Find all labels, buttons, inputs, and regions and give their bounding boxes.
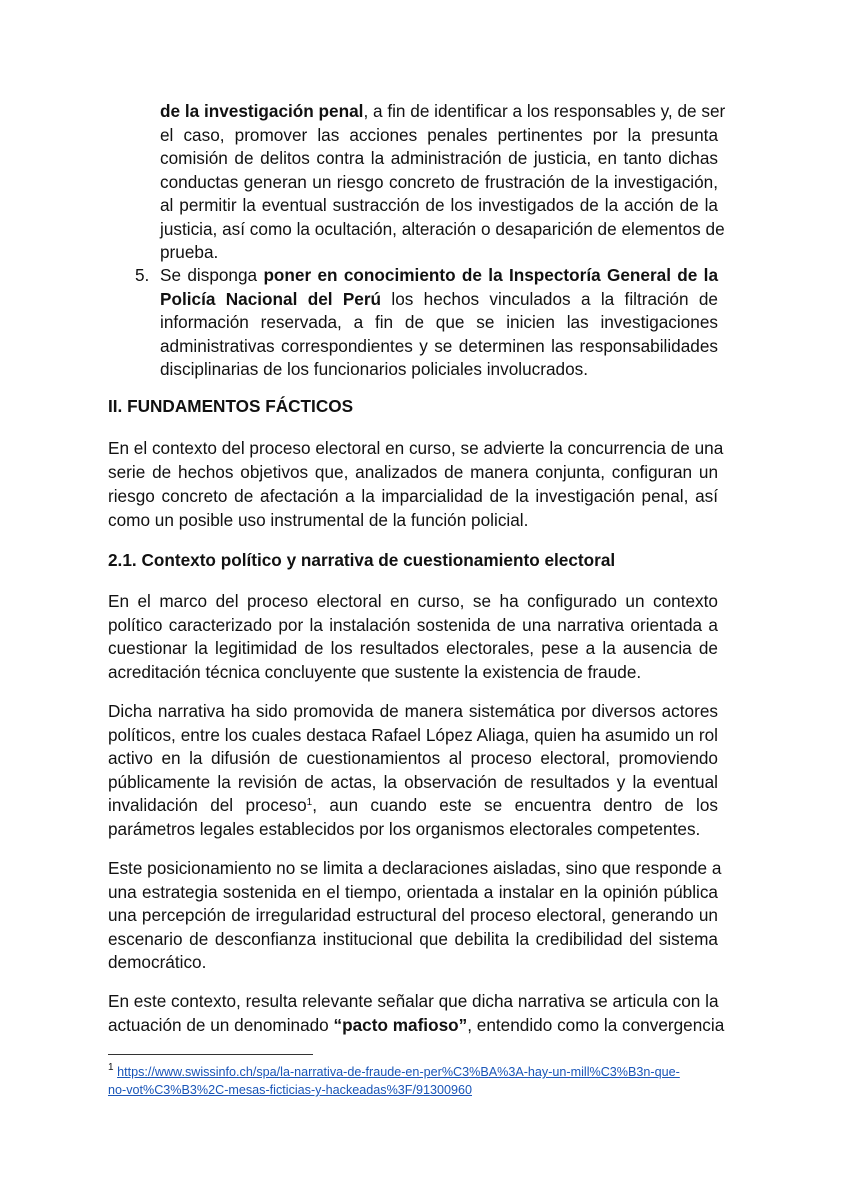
section21-p2-line-5-b: , aun cuando este se encuentra dentro de los [312,795,718,815]
footnote-ref: 1 [306,797,313,808]
section2-p1-line-4: como un posible uso instrumental de la función policial. [108,510,529,530]
section21-p2-line-4: públicamente la revisión de actas, la observación de resultados y la eventual [108,771,718,792]
item5-bold-phrase-1: poner en conocimiento de la Inspectoría General de la [263,265,719,285]
section21-p2-line-6: parámetros legales establecidos por los organismos electorales competentes. [108,818,701,839]
item5-line-4: administrativas correspondientes y se determinen las responsabilidades [160,335,718,356]
section21-p2-line-3: activo en la difusión de cuestionamientos al proceso electoral, promoviendo [108,748,718,768]
section21-p2-line-2: políticos, entre los cuales destaca Rafael López Aliaga, quien ha asumido un rol [108,724,718,745]
item4-line-3: comisión de delitos contra la administración de justicia, en tanto dichas [160,148,718,168]
item4-bold-phrase: de la investigación penal [160,101,364,121]
section21-p3-line-3: una percepción de irregularidad estructural del proceso electoral, generando un [108,905,718,925]
item5-line-1-pre: Se disponga [160,265,264,285]
item4-line-5: al permitir la eventual sustracción de los investigados de la acción de la [160,195,718,215]
section2-p1-line-3: riesgo concreto de afectación a la imparcialidad de la investigación penal, así [108,486,718,506]
item5-line-2 [160,288,718,311]
section21-p4-line-1: En este contexto, resulta relevante señalar que dicha narrativa se articula con la [108,991,719,1011]
item5-line-5: disciplinarias de los funcionarios policiales involucrados. [160,359,589,379]
item4-line-6: justicia, así como la ocultación, alteración o desaparición de elementos de [160,218,725,239]
section21-p4-line-2 [108,1014,725,1037]
footnote-line-2 [108,1082,728,1099]
section-heading-2-1: 2.1. Contexto político y narrativa de cuestionamiento electoral [108,550,616,570]
section21-p4-line-2-b: , entendido como la convergencia [467,1014,725,1035]
section21-p2-line-5-a: invalidación del proceso [108,795,307,815]
item5-line-2-rest: los hechos vinculados a la filtración de [381,288,718,309]
item4-line-1-rest: , a fin de identificar a los responsables y, de ser [363,101,726,121]
item5-bold-phrase-2: Policía Nacional del Perú [160,288,382,309]
item4-line-7: prueba. [160,242,219,262]
item5-number: 5. [135,265,150,285]
section21-p3-line-1: Este posicionamiento no se limita a declaraciones aisladas, sino que responde a [108,858,722,878]
section21-p1-line-1: En el marco del proceso electoral en curso, se ha configurado un contexto [108,591,718,611]
item5-line-1 [160,264,718,287]
section21-p1-line-2: político caracterizado por la instalación sostenida de una narrativa orientada a [108,614,718,635]
section21-p1-line-4: acreditación técnica concluyente que sustente la existencia de fraude. [108,661,642,682]
section21-p2-line-5 [108,794,718,817]
footnote-separator [108,1054,313,1055]
section21-p3-line-5: democrático. [108,952,207,972]
footnote-link[interactable]: https://www.swissinfo.ch/spa/la-narrativa-de-fraude-en-per%C3%BA%3A-hay-un-mill%C3%B3n-que- [117,1065,680,1079]
section21-p3-line-2: una estrategia sostenida en el tiempo, orientada a instalar en la opinión pública [108,881,718,902]
section2-p1-line-1: En el contexto del proceso electoral en curso, se advierte la concurrencia de una [108,438,724,458]
item4-line-2: el caso, promover las acciones penales pertinentes por la presunta [160,124,718,145]
section2-p1-line-2: serie de hechos objetivos que, analizados de manera conjunta, configuran un [108,462,718,482]
footnote-marker: 1 [108,1062,114,1073]
item4-line-4: conductas generan un riesgo concreto de frustración de la investigación, [160,171,718,192]
pacto-mafioso-bold: “pacto mafioso” [333,1014,468,1035]
item4-line-1 [160,100,726,123]
section21-p4-line-2-a: actuación de un denominado [108,1014,334,1035]
footnote-line-1 [108,1064,728,1081]
section21-p1-line-3: cuestionar la legitimidad de los resultados electorales, pese a la ausencia de [108,638,718,658]
section21-p3-line-4: escenario de desconfianza institucional que debilita la credibilidad del sistema [108,928,718,949]
item5-line-3: información reservada, a fin de que se inicien las investigaciones [160,312,718,332]
section-heading-ii: II. FUNDAMENTOS FÁCTICOS [108,396,354,416]
footnote-link-continued[interactable]: no-vot%C3%B3%2C-mesas-ficticias-y-hackeadas%3F/91300960 [108,1083,472,1097]
section21-p2-line-1: Dicha narrativa ha sido promovida de manera sistemática por diversos actores [108,701,718,721]
